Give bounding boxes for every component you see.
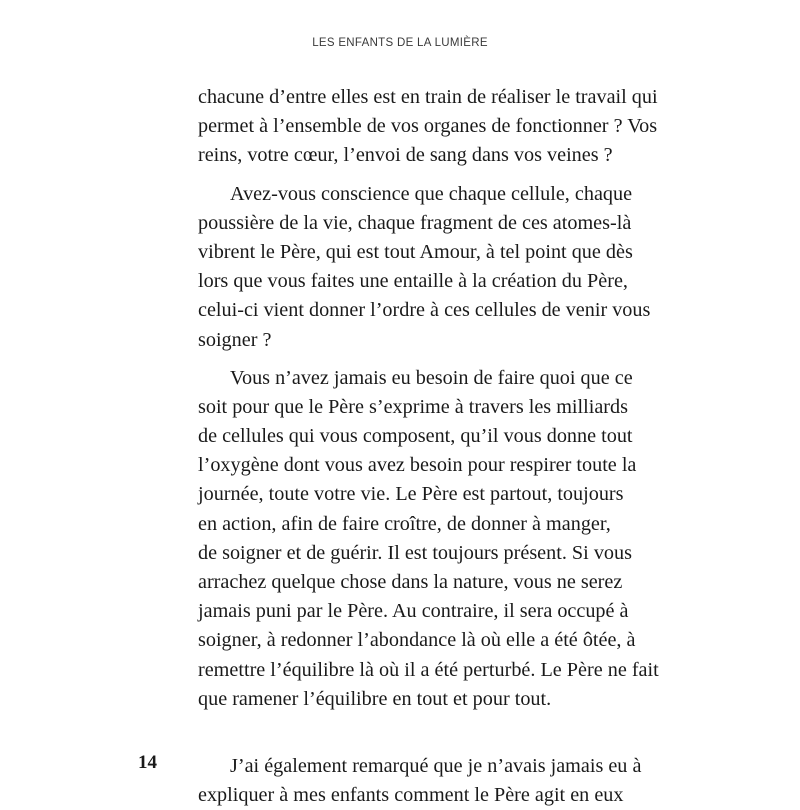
text-line: expliquer à mes enfants comment le Père agit en eux [198,784,624,807]
paragraph-3 [198,364,659,714]
paragraph-1 [198,83,658,171]
text-line: journée, toute votre vie. Le Père est partout, toujours [198,483,624,506]
paragraph-2 [198,180,651,355]
text-line: celui-ci vient donner l’ordre à ces cellules de venir vous [198,299,651,322]
body-text [198,83,659,810]
text-line: Avez-vous conscience que chaque cellule, chaque [230,182,633,205]
text-line: Vous n’avez jamais eu besoin de faire quoi que ce [230,366,633,389]
text-line: lors que vous faites une entaille à la création du Père, [198,270,628,293]
text-line: de soigner et de guérir. Il est toujours présent. Si vous [198,541,632,564]
text-line: vibrent le Père, qui est tout Amour, à tel point que dès [198,240,633,263]
text-line: de cellules qui vous composent, qu’il vous donne tout [198,425,633,448]
text-line: soigner, à redonner l’abondance là où elle a été ôtée, à [198,629,636,652]
text-line: en action, afin de faire croître, de donner à manger, [198,512,611,535]
text-line: remettre l’équilibre là où il a été perturbé. Le Père ne fait [198,658,659,681]
text-line: permet à l’ensemble de vos organes de fonctionner ? Vos [198,115,658,138]
paragraph-4 [198,752,642,810]
paragraph-spacer [198,355,604,364]
paragraph-spacer [198,714,604,752]
text-line: soit pour que le Père s’exprime à travers les milliards [198,395,628,418]
text-line: l’oxygène dont vous avez besoin pour respirer toute la [198,454,637,477]
text-line: jamais puni par le Père. Au contraire, il sera occupé à [198,600,629,623]
running-header: LES ENFANTS DE LA LUMIÈRE [312,37,488,49]
text-line: chacune d’entre elles est en train de réaliser le travail qui [198,86,658,108]
text-line: arrachez quelque chose dans la nature, vous ne serez [198,571,623,593]
text-line: soigner ? [198,328,272,351]
text-line: J’ai également remarqué que je n’avais jamais eu à [230,754,642,777]
page-number: 14 [138,752,157,773]
paragraph-spacer [198,171,604,180]
text-line: poussière de la vie, chaque fragment de ces atomes-là [198,211,632,234]
text-line: que ramener l’équilibre en tout et pour tout. [198,687,552,710]
text-line: reins, votre cœur, l’envoi de sang dans vos veines ? [198,144,613,167]
